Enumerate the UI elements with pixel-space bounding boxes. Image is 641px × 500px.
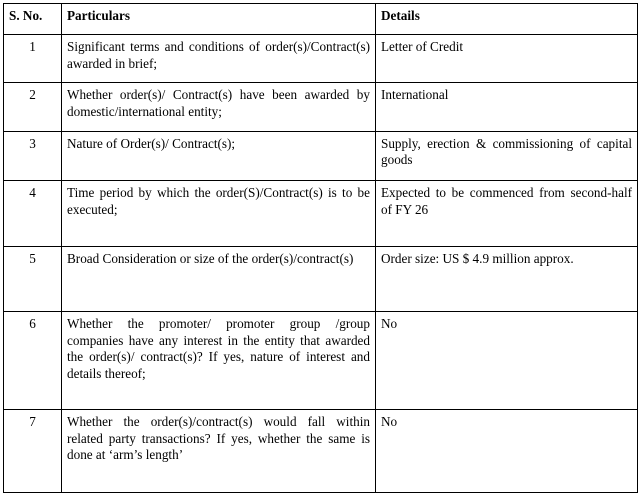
row-details: International [376, 83, 638, 131]
table-row [4, 181, 638, 247]
table-row [4, 83, 638, 131]
row-particulars: Whether order(s)/ Contract(s) have been awarded by domestic/international entity; [62, 83, 376, 131]
order-details-table [3, 3, 638, 493]
header-particulars: Particulars [62, 4, 376, 35]
row-particulars: Nature of Order(s)/ Contract(s); [62, 131, 376, 180]
header-details: Details [376, 4, 638, 35]
row-particulars: Significant terms and conditions of order(s)/Contract(s) awarded in brief; [62, 35, 376, 83]
row-details: Order size: US $ 4.9 million approx. [376, 246, 638, 312]
row-sno: 1 [4, 35, 62, 83]
row-particulars: Whether the promoter/ promoter group /group companies have any interest in the entity that awarded the order(s)/ contract(s)? If yes, nature of interest and details thereof; [62, 312, 376, 410]
row-sno: 2 [4, 83, 62, 131]
row-details: No [376, 312, 638, 410]
table-row [4, 35, 638, 83]
table-row [4, 246, 638, 312]
row-particulars: Whether the order(s)/contract(s) would fall within related party transactions? If yes, whether the same is done at ‘arm’s length’ [62, 410, 376, 493]
row-sno: 7 [4, 410, 62, 493]
row-sno: 3 [4, 131, 62, 180]
table-row [4, 410, 638, 493]
row-details: Letter of Credit [376, 35, 638, 83]
table-row [4, 131, 638, 180]
row-sno: 6 [4, 312, 62, 410]
row-details: No [376, 410, 638, 493]
header-row [4, 4, 638, 35]
row-sno: 4 [4, 181, 62, 247]
header-sno: S. No. [4, 4, 62, 35]
row-details: Supply, erection & commissioning of capital goods [376, 131, 638, 180]
table-row [4, 312, 638, 410]
row-particulars: Time period by which the order(S)/Contract(s) is to be executed; [62, 181, 376, 247]
row-sno: 5 [4, 246, 62, 312]
row-particulars: Broad Consideration or size of the order(s)/contract(s) [62, 246, 376, 312]
row-details: Expected to be commenced from second-half of FY 26 [376, 181, 638, 247]
